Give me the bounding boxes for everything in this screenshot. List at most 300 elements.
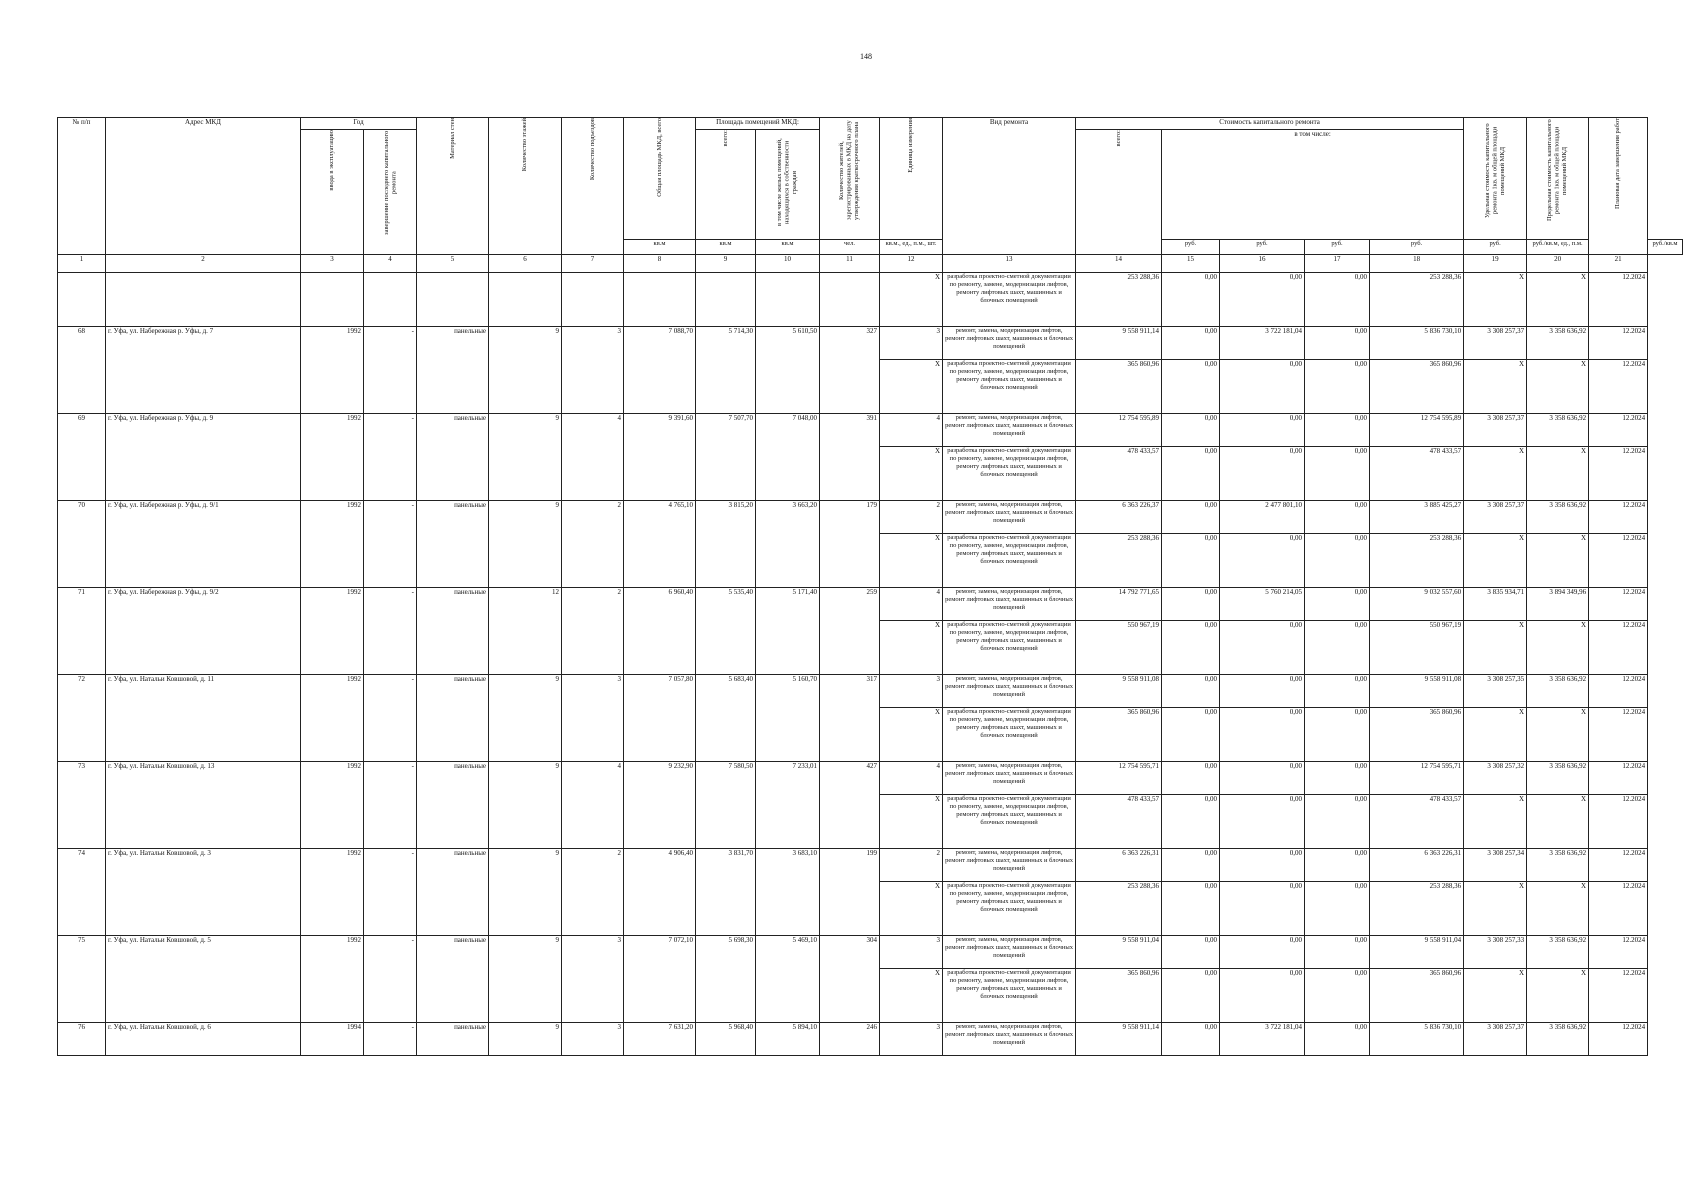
limit-cost-cell: X: [1527, 360, 1589, 414]
limit-cost-cell: X: [1527, 882, 1589, 936]
cost-republic-cell: 0,00: [1220, 414, 1305, 447]
table-row: [58, 762, 1683, 795]
cost-total-cell: 6 363 226,37: [1076, 501, 1162, 534]
unit-cell: 3: [880, 1023, 943, 1056]
floors-cell: 9: [489, 1023, 562, 1056]
residents-cell: 391: [820, 414, 880, 501]
empty-cell: [624, 273, 696, 327]
cost-owners-cell: 478 433,57: [1370, 795, 1464, 849]
year-last-repair-cell: -: [364, 327, 417, 414]
col-number: 4: [364, 255, 417, 273]
col-premises-group-header: Площадь помещений МКД:: [696, 118, 820, 130]
address-cell: г. Уфа, ул. Набережная р. Уфы, д. 9/1: [106, 501, 301, 588]
col-total-area-header: [624, 118, 696, 240]
work-type-cell: ремонт, замена, модернизация лифтов, ремонт лифтовых шахт, машинных и блочных помещений: [943, 936, 1076, 969]
cost-republic-cell: 0,00: [1220, 795, 1305, 849]
year-commissioning-cell: 1994: [301, 1023, 364, 1056]
cost-republic-cell: 0,00: [1220, 675, 1305, 708]
total-area-cell: 7 088,70: [624, 327, 696, 414]
col-unit-header: [880, 118, 943, 240]
cost-local-cell: 0,00: [1305, 969, 1370, 1023]
year-commissioning-cell: 1992: [301, 936, 364, 1023]
cost-total-cell: 365 860,96: [1076, 708, 1162, 762]
residents-cell: 304: [820, 936, 880, 1023]
address-cell: г. Уфа, ул. Натальи Ковшовой, д. 5: [106, 936, 301, 1023]
premises-total-cell: 5 698,30: [696, 936, 756, 1023]
cost-republic-cell: 2 477 801,10: [1220, 501, 1305, 534]
cost-republic-cell: 3 722 181,04: [1220, 1023, 1305, 1056]
year-commissioning-label: ввода в эксплуатацию: [328, 130, 336, 191]
capital-repair-table: [57, 117, 1683, 1056]
col-cost-total-header: [1076, 130, 1162, 255]
entrances-cell: 2: [562, 588, 624, 675]
table-row: [58, 936, 1683, 969]
year-commissioning-cell: 1992: [301, 501, 364, 588]
cost-total-cell: 550 967,19: [1076, 621, 1162, 675]
specific-cost-cell: 3 308 257,32: [1464, 762, 1527, 795]
col-cost-including-header: в том числе:: [1162, 130, 1464, 240]
total-area-cell: 6 960,40: [624, 588, 696, 675]
col-specific-cost-header: [1464, 118, 1527, 240]
col-number: 21: [1589, 255, 1648, 273]
deadline-cell: 12.2024: [1589, 936, 1648, 969]
work-type-cell: разработка проектно-сметной документации по ремонту, замене, модернизации лифтов, ремонту лифтовых шахт, машинных и блочных помещений: [943, 360, 1076, 414]
year-last-repair-cell: -: [364, 762, 417, 849]
cost-fund-cell: 0,00: [1162, 1023, 1220, 1056]
work-type-cell: разработка проектно-сметной документации по ремонту, замене, модернизации лифтов, ремонту лифтовых шахт, машинных и блочных помещений: [943, 273, 1076, 327]
cost-local-cell: 0,00: [1305, 621, 1370, 675]
floors-cell: 9: [489, 675, 562, 762]
deadline-cell: 12.2024: [1589, 882, 1648, 936]
cost-fund-cell: 0,00: [1162, 273, 1220, 327]
cost-fund-cell: 0,00: [1162, 969, 1220, 1023]
cost-fund-cell: 0,00: [1162, 447, 1220, 501]
cost-local-cell: 0,00: [1305, 273, 1370, 327]
cost-republic-cell: 0,00: [1220, 969, 1305, 1023]
cost-total-cell: 9 558 911,14: [1076, 327, 1162, 360]
limit-cost-cell: X: [1527, 621, 1589, 675]
cost-republic-cell: 0,00: [1220, 621, 1305, 675]
unit-rub-owners: руб.: [1464, 240, 1527, 255]
limit-cost-cell: X: [1527, 534, 1589, 588]
cost-fund-cell: 0,00: [1162, 849, 1220, 882]
year-last-repair-cell: -: [364, 675, 417, 762]
wall-material-cell: панельные: [417, 762, 489, 849]
work-type-cell: ремонт, замена, модернизация лифтов, ремонт лифтовых шахт, машинных и блочных помещений: [943, 414, 1076, 447]
unit-rub-local: руб.: [1370, 240, 1464, 255]
row-number: 70: [58, 501, 106, 588]
col-number: 8: [624, 255, 696, 273]
cost-republic-cell: 0,00: [1220, 447, 1305, 501]
cost-owners-cell: 3 885 425,27: [1370, 501, 1464, 534]
cost-local-cell: 0,00: [1305, 414, 1370, 447]
unit-cell: X: [880, 708, 943, 762]
limit-cost-label: Предельная стоимость капитального ремонта 1кв. м общей площади помещений МКД: [1546, 119, 1569, 222]
residents-cell: 317: [820, 675, 880, 762]
work-type-cell: ремонт, замена, модернизация лифтов, ремонт лифтовых шахт, машинных и блочных помещений: [943, 1023, 1076, 1056]
deadline-cell: 12.2024: [1589, 762, 1648, 795]
total-area-cell: 4 765,10: [624, 501, 696, 588]
premises-total-cell: 5 968,40: [696, 1023, 756, 1056]
cost-owners-cell: 9 032 557,60: [1370, 588, 1464, 621]
col-number: 10: [756, 255, 820, 273]
cost-local-cell: 0,00: [1305, 588, 1370, 621]
address-cell: г. Уфа, ул. Набережная р. Уфы, д. 7: [106, 327, 301, 414]
empty-cell: [58, 273, 106, 327]
cost-local-cell: 0,00: [1305, 327, 1370, 360]
total-area-cell: 4 906,40: [624, 849, 696, 936]
col-premises-total-header: [696, 130, 756, 240]
col-material-header: [417, 118, 489, 255]
col-number: 20: [1527, 255, 1589, 273]
cost-owners-cell: 478 433,57: [1370, 447, 1464, 501]
cost-owners-cell: 365 860,96: [1370, 969, 1464, 1023]
unit-area-total: кв.м: [624, 240, 696, 255]
floors-cell: 9: [489, 414, 562, 501]
year-commissioning-cell: 1992: [301, 414, 364, 501]
wall-material-cell: панельные: [417, 675, 489, 762]
unit-rub-limit: руб./кв.м: [1648, 240, 1683, 255]
cost-owners-cell: 9 558 911,04: [1370, 936, 1464, 969]
cost-republic-cell: 5 760 214,05: [1220, 588, 1305, 621]
row-number: 72: [58, 675, 106, 762]
limit-cost-cell: X: [1527, 708, 1589, 762]
cost-local-cell: 0,00: [1305, 675, 1370, 708]
specific-cost-cell: 3 308 257,35: [1464, 675, 1527, 708]
premises-total-cell: 7 507,70: [696, 414, 756, 501]
col-number: 9: [696, 255, 756, 273]
table-row: [58, 588, 1683, 621]
entrances-cell: 3: [562, 1023, 624, 1056]
cost-local-cell: 0,00: [1305, 795, 1370, 849]
cost-local-cell: 0,00: [1305, 708, 1370, 762]
year-commissioning-cell: 1992: [301, 588, 364, 675]
premises-total-cell: 3 831,70: [696, 849, 756, 936]
entrances-cell: 2: [562, 501, 624, 588]
cost-local-cell: 0,00: [1305, 762, 1370, 795]
work-type-cell: разработка проектно-сметной документации по ремонту, замене, модернизации лифтов, ремонту лифтовых шахт, машинных и блочных помещений: [943, 795, 1076, 849]
residents-cell: 179: [820, 501, 880, 588]
unit-cell: X: [880, 360, 943, 414]
unit-label: Единица измерения: [907, 118, 915, 173]
cost-local-cell: 0,00: [1305, 882, 1370, 936]
col-number: 17: [1305, 255, 1370, 273]
work-type-cell: разработка проектно-сметной документации по ремонту, замене, модернизации лифтов, ремонту лифтовых шахт, машинных и блочных помещений: [943, 708, 1076, 762]
col-entrances-header: [562, 118, 624, 255]
col-year-group-header: Год: [301, 118, 417, 130]
unit-cell: 3: [880, 936, 943, 969]
cost-total-cell: 253 288,36: [1076, 882, 1162, 936]
unit-cell: 4: [880, 588, 943, 621]
total-area-cell: 7 631,20: [624, 1023, 696, 1056]
specific-cost-cell: X: [1464, 360, 1527, 414]
wall-material-cell: панельные: [417, 849, 489, 936]
deadline-cell: 12.2024: [1589, 849, 1648, 882]
unit-cell: 4: [880, 762, 943, 795]
premises-total-cell: 5 683,40: [696, 675, 756, 762]
table-row: [58, 1023, 1683, 1056]
year-last-repair-cell: -: [364, 849, 417, 936]
table-row: [58, 273, 1683, 327]
specific-cost-cell: 3 308 257,34: [1464, 849, 1527, 882]
year-last-repair-label: завершение последнего капитального ремонта: [382, 130, 397, 235]
deadline-cell: 12.2024: [1589, 360, 1648, 414]
work-type-cell: ремонт, замена, модернизация лифтов, ремонт лифтовых шахт, машинных и блочных помещений: [943, 501, 1076, 534]
wall-material-cell: панельные: [417, 414, 489, 501]
cost-total-cell: 253 288,36: [1076, 273, 1162, 327]
cost-fund-cell: 0,00: [1162, 708, 1220, 762]
row-number: 75: [58, 936, 106, 1023]
work-type-cell: разработка проектно-сметной документации по ремонту, замене, модернизации лифтов, ремонту лифтовых шахт, машинных и блочных помещений: [943, 882, 1076, 936]
address-cell: г. Уфа, ул. Натальи Ковшовой, д. 13: [106, 762, 301, 849]
wall-material-label: Материал стен: [448, 118, 456, 159]
col-cost-group-header: Стоимость капитального ремонта: [1076, 118, 1464, 130]
empty-cell: [301, 273, 364, 327]
limit-cost-cell: 3 358 636,92: [1527, 327, 1589, 360]
entrances-label: Количество подъездов: [588, 118, 596, 181]
cost-total-cell: 365 860,96: [1076, 969, 1162, 1023]
residents-cell: 427: [820, 762, 880, 849]
page-number: 148: [860, 52, 872, 61]
year-last-repair-cell: -: [364, 1023, 417, 1056]
cost-fund-cell: 0,00: [1162, 534, 1220, 588]
col-number: 16: [1220, 255, 1305, 273]
deadline-cell: 12.2024: [1589, 327, 1648, 360]
floors-cell: 12: [489, 588, 562, 675]
unit-cell: 2: [880, 501, 943, 534]
cost-owners-cell: 365 860,96: [1370, 360, 1464, 414]
cost-local-cell: 0,00: [1305, 849, 1370, 882]
specific-cost-cell: X: [1464, 969, 1527, 1023]
row-number: 68: [58, 327, 106, 414]
address-cell: г. Уфа, ул. Натальи Ковшовой, д. 3: [106, 849, 301, 936]
specific-cost-cell: 3 308 257,33: [1464, 936, 1527, 969]
row-number: 73: [58, 762, 106, 849]
col-number: 18: [1370, 255, 1464, 273]
entrances-cell: 4: [562, 414, 624, 501]
cost-owners-cell: 6 363 226,31: [1370, 849, 1464, 882]
residents-cell: 199: [820, 849, 880, 936]
unit-cell: 3: [880, 675, 943, 708]
unit-cell: X: [880, 447, 943, 501]
col-number: 19: [1464, 255, 1527, 273]
unit-cell: 4: [880, 414, 943, 447]
specific-cost-cell: 3 308 257,37: [1464, 501, 1527, 534]
row-number: 76: [58, 1023, 106, 1056]
year-commissioning-cell: 1992: [301, 849, 364, 936]
cost-fund-cell: 0,00: [1162, 795, 1220, 849]
unit-cell: 2: [880, 849, 943, 882]
year-last-repair-cell: -: [364, 588, 417, 675]
cost-total-cell: 6 363 226,31: [1076, 849, 1162, 882]
specific-cost-cell: 3 308 257,37: [1464, 1023, 1527, 1056]
work-type-cell: ремонт, замена, модернизация лифтов, ремонт лифтовых шахт, машинных и блочных помещений: [943, 327, 1076, 360]
specific-cost-cell: X: [1464, 273, 1527, 327]
address-cell: г. Уфа, ул. Натальи Ковшовой, д. 11: [106, 675, 301, 762]
cost-fund-cell: 0,00: [1162, 621, 1220, 675]
col-number: 15: [1162, 255, 1220, 273]
total-area-cell: 7 072,10: [624, 936, 696, 1023]
specific-cost-cell: X: [1464, 795, 1527, 849]
empty-cell: [696, 273, 756, 327]
cost-republic-cell: 0,00: [1220, 762, 1305, 795]
specific-cost-cell: X: [1464, 621, 1527, 675]
limit-cost-cell: 3 358 636,92: [1527, 762, 1589, 795]
limit-cost-cell: 3 358 636,92: [1527, 936, 1589, 969]
cost-total-cell: 253 288,36: [1076, 534, 1162, 588]
work-type-cell: ремонт, замена, модернизация лифтов, ремонт лифтовых шахт, машинных и блочных помещений: [943, 762, 1076, 795]
cost-total-cell: 478 433,57: [1076, 447, 1162, 501]
col-number: 7: [562, 255, 624, 273]
deadline-cell: 12.2024: [1589, 447, 1648, 501]
table-row: [58, 501, 1683, 534]
cost-republic-cell: 0,00: [1220, 882, 1305, 936]
total-area-cell: 9 391,60: [624, 414, 696, 501]
cost-local-cell: 0,00: [1305, 501, 1370, 534]
cost-fund-cell: 0,00: [1162, 501, 1220, 534]
cost-owners-cell: 5 836 730,10: [1370, 1023, 1464, 1056]
year-commissioning-cell: 1992: [301, 327, 364, 414]
unit-cell: X: [880, 969, 943, 1023]
deadline-cell: 12.2024: [1589, 675, 1648, 708]
address-cell: г. Уфа, ул. Набережная р. Уфы, д. 9/2: [106, 588, 301, 675]
cost-fund-cell: 0,00: [1162, 675, 1220, 708]
cost-republic-cell: 0,00: [1220, 360, 1305, 414]
residents-label: Количество жителей, зарегистрированных в МКД на дату утверждения краткосрочного плана: [838, 120, 861, 221]
entrances-cell: 3: [562, 936, 624, 1023]
cost-fund-cell: 0,00: [1162, 360, 1220, 414]
floors-cell: 9: [489, 762, 562, 849]
col-number: 3: [301, 255, 364, 273]
work-type-cell: разработка проектно-сметной документации по ремонту, замене, модернизации лифтов, ремонту лифтовых шахт, машинных и блочных помещений: [943, 621, 1076, 675]
work-type-cell: ремонт, замена, модернизация лифтов, ремонт лифтовых шахт, машинных и блочных помещений: [943, 588, 1076, 621]
year-commissioning-cell: 1992: [301, 762, 364, 849]
year-commissioning-cell: 1992: [301, 675, 364, 762]
col-number: 13: [943, 255, 1076, 273]
premises-residents-cell: 5 171,40: [756, 588, 820, 675]
cost-total-label: всего:: [1114, 130, 1122, 147]
unit-rub-total: руб.: [1162, 240, 1220, 255]
cost-republic-cell: 3 722 181,04: [1220, 327, 1305, 360]
cost-local-cell: 0,00: [1305, 360, 1370, 414]
cost-fund-cell: 0,00: [1162, 882, 1220, 936]
empty-cell: [417, 273, 489, 327]
limit-cost-cell: X: [1527, 795, 1589, 849]
premises-total-cell: 3 815,20: [696, 501, 756, 588]
deadline-cell: 12.2024: [1589, 795, 1648, 849]
deadline-cell: 12.2024: [1589, 414, 1648, 447]
specific-cost-label: Удельная стоимость капитального ремонта 1кв. м общей площади помещений МКД: [1483, 123, 1506, 218]
deadline-cell: 12.2024: [1589, 621, 1648, 675]
deadline-cell: 12.2024: [1589, 1023, 1648, 1056]
row-number: 71: [58, 588, 106, 675]
premises-total-cell: 5 714,30: [696, 327, 756, 414]
work-type-cell: ремонт, замена, модернизация лифтов, ремонт лифтовых шахт, машинных и блочных помещений: [943, 675, 1076, 708]
cost-republic-cell: 0,00: [1220, 936, 1305, 969]
limit-cost-cell: 3 358 636,92: [1527, 501, 1589, 534]
col-year-last-repair-header: [364, 130, 417, 255]
wall-material-cell: панельные: [417, 501, 489, 588]
row-number: 74: [58, 849, 106, 936]
limit-cost-cell: X: [1527, 969, 1589, 1023]
col-floors-header: [489, 118, 562, 255]
wall-material-cell: панельные: [417, 936, 489, 1023]
cost-fund-cell: 0,00: [1162, 414, 1220, 447]
limit-cost-cell: 3 358 636,92: [1527, 675, 1589, 708]
specific-cost-cell: X: [1464, 882, 1527, 936]
deadline-cell: 12.2024: [1589, 588, 1648, 621]
col-address-header: Адрес МКД: [106, 118, 301, 255]
premises-residents-cell: 7 048,00: [756, 414, 820, 501]
entrances-cell: 3: [562, 675, 624, 762]
floors-cell: 9: [489, 327, 562, 414]
empty-cell: [756, 273, 820, 327]
deadline-cell: 12.2024: [1589, 273, 1648, 327]
unit-cell: X: [880, 534, 943, 588]
col-number: 12: [880, 255, 943, 273]
unit-rub-fund: руб.: [1220, 240, 1305, 255]
premises-residents-cell: 3 663,20: [756, 501, 820, 588]
cost-fund-cell: 0,00: [1162, 588, 1220, 621]
wall-material-cell: панельные: [417, 1023, 489, 1056]
limit-cost-cell: X: [1527, 273, 1589, 327]
cost-owners-cell: 253 288,36: [1370, 882, 1464, 936]
cost-total-cell: 12 754 595,89: [1076, 414, 1162, 447]
cost-owners-cell: 5 836 730,10: [1370, 327, 1464, 360]
empty-cell: [106, 273, 301, 327]
deadline-label: Плановая дата завершения работ: [1614, 118, 1622, 210]
cost-total-cell: 12 754 595,71: [1076, 762, 1162, 795]
residents-cell: 246: [820, 1023, 880, 1056]
unit-premises-total: кв.м: [696, 240, 756, 255]
limit-cost-cell: 3 358 636,92: [1527, 1023, 1589, 1056]
col-number: 11: [820, 255, 880, 273]
cost-local-cell: 0,00: [1305, 447, 1370, 501]
col-limit-cost-header: [1527, 118, 1589, 240]
premises-residents-label: в том числе жилых помещений, находящихся в собственности граждан: [776, 138, 799, 227]
col-work-type-header: Вид ремонта: [943, 118, 1076, 255]
premises-total-label: всего:: [721, 130, 729, 147]
premises-residents-cell: 3 683,10: [756, 849, 820, 936]
table-row: [58, 849, 1683, 882]
premises-residents-cell: 5 610,50: [756, 327, 820, 414]
cost-owners-cell: 9 558 911,08: [1370, 675, 1464, 708]
work-type-cell: разработка проектно-сметной документации по ремонту, замене, модернизации лифтов, ремонту лифтовых шахт, машинных и блочных помещений: [943, 969, 1076, 1023]
year-last-repair-cell: -: [364, 414, 417, 501]
empty-cell: [562, 273, 624, 327]
cost-republic-cell: 0,00: [1220, 708, 1305, 762]
cost-total-cell: 9 558 911,04: [1076, 936, 1162, 969]
work-type-cell: разработка проектно-сметной документации по ремонту, замене, модернизации лифтов, ремонту лифтовых шахт, машинных и блочных помещений: [943, 534, 1076, 588]
work-type-cell: ремонт, замена, модернизация лифтов, ремонт лифтовых шахт, машинных и блочных помещений: [943, 849, 1076, 882]
entrances-cell: 4: [562, 762, 624, 849]
specific-cost-cell: 3 308 257,37: [1464, 327, 1527, 360]
unit-measure: кв.м., ед., п.м., шт.: [880, 240, 943, 255]
col-deadline-header: [1589, 118, 1648, 255]
col-number: 14: [1076, 255, 1162, 273]
total-area-cell: 7 057,80: [624, 675, 696, 762]
premises-total-cell: 7 580,50: [696, 762, 756, 849]
entrances-cell: 2: [562, 849, 624, 936]
cost-republic-cell: 0,00: [1220, 534, 1305, 588]
total-area-label: Общая площадь МКД, всего: [655, 118, 663, 197]
deadline-cell: 12.2024: [1589, 534, 1648, 588]
cost-fund-cell: 0,00: [1162, 936, 1220, 969]
residents-cell: 327: [820, 327, 880, 414]
cost-total-cell: 9 558 911,08: [1076, 675, 1162, 708]
wall-material-cell: панельные: [417, 327, 489, 414]
cost-total-cell: 365 860,96: [1076, 360, 1162, 414]
